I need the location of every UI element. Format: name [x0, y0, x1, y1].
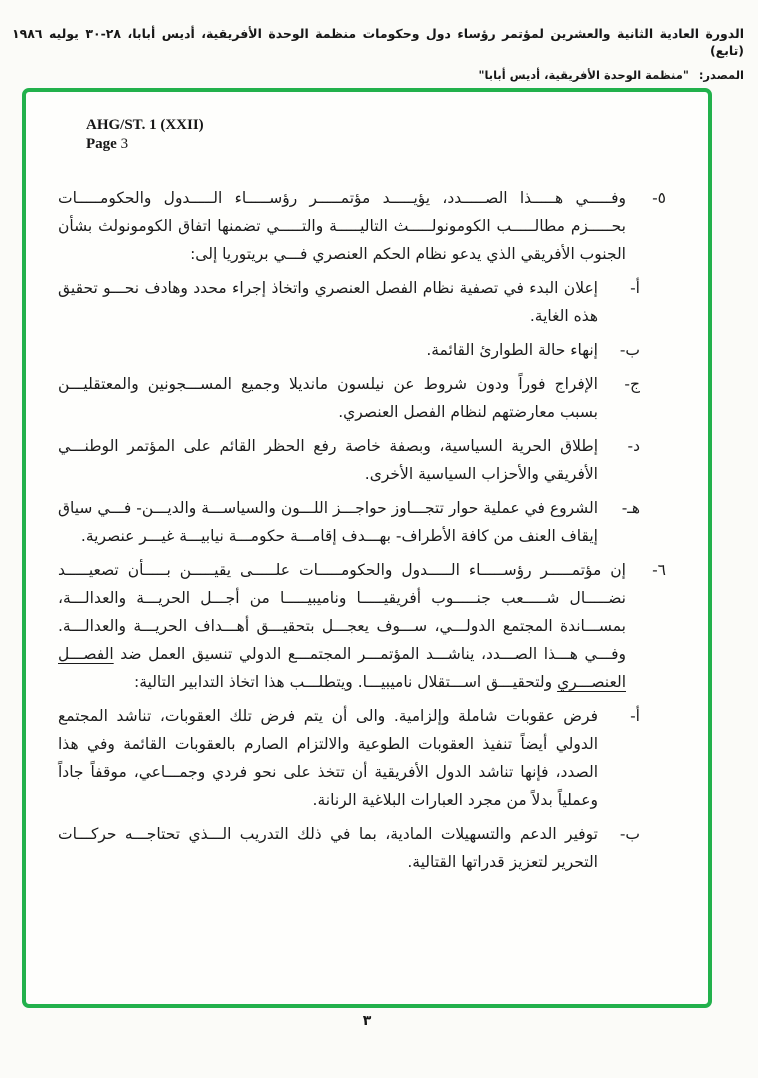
- list-item-6a: [58, 702, 640, 814]
- doc-page-line: [86, 135, 666, 154]
- list-item-6b: [58, 820, 640, 876]
- document-frame: [22, 88, 712, 1008]
- item-marker: ب-: [619, 341, 640, 359]
- item-marker: د-: [627, 437, 640, 455]
- document-body: [58, 184, 666, 876]
- paragraph-5-number: ٥-: [652, 189, 666, 207]
- item-marker: أ-: [630, 279, 640, 297]
- session-title: الدورة العادية الثانية والعشرين لمؤتمر رؤساء دول وحكومات منظمة الوحدة الأفريقية، أديس أبابا، ٢٨-٣٠ يوليه ١٩٨٦: [12, 26, 744, 41]
- item-text: توفير الدعم والتسهيلات المادية، بما في ذلك التدريب الـــذي تحتاجـــه حركـــات التحرير لتعزيز قدراتها القتالية.: [58, 825, 598, 871]
- item-marker: ج-: [624, 375, 640, 393]
- list-item-5e: [58, 494, 640, 550]
- list-item-5a: [58, 274, 640, 330]
- page-label: Page: [86, 136, 117, 152]
- list-item-5d: [58, 432, 640, 488]
- item-marker: هـ-: [621, 499, 640, 517]
- source-line: [12, 68, 744, 82]
- paragraph-6: [58, 556, 666, 696]
- source-header: [12, 26, 744, 82]
- document-reference: [86, 116, 666, 154]
- item-text: إنهاء حالة الطوارئ القائمة.: [426, 341, 598, 359]
- list-item-5b: [58, 336, 640, 364]
- item-marker: ب-: [619, 825, 640, 843]
- item-text: فرض عقوبات شاملة وإلزامية. والى أن يتم فرض تلك العقوبات، تناشد المجتمع الدولي أيضاً تنفيذ العقوبات الطوعية والالتزام الصارم بالعقوبات القائمة وفي هذا الصدد، فإنها تناشد الدول الأفريقية أن تتخذ على نحو فردي وجمـــاعي، موقفاً جاداً وعملياً بدلاً من مجرد العبارات البلاغية الرنانة.: [58, 707, 598, 809]
- paragraph-6-number: ٦-: [652, 561, 666, 579]
- continued-marker: (تابع): [709, 42, 744, 58]
- item-text: إطلاق الحرية السياسية، وبصفة خاصة رفع الحظر القائم على المؤتمر الوطنـــي الأفريقي والأحزاب السياسية الأخرى.: [58, 437, 598, 483]
- paragraph-6-text-before: إن مؤتمـــــر رؤســـــاء الـــــدول والحكومـــــات علـــــى يقيـــــن بـــــأن تصعيـــــد نضـــــال شـــــعب جنـــــوب أفريقيـــــا وناميبيـــــا من أجـــل الحريـــة والعدالـــة، بمســـاندة المجتمع الدولـــي، ســـوف يعجـــل بتحقيـــق أهـــداف الحريـــة والعدالـــة. وفـــي هـــذا الصـــدد، يناشـــد المؤتمـــر المجتمـــع الدولي تنسيق العمل ضد: [58, 561, 626, 663]
- source-label: المصدر:: [698, 67, 744, 82]
- page-number: 3: [120, 136, 129, 152]
- item-text: الشروع في عملية حوار تتجـــاوز حواجـــز اللـــون والسياســـة والديـــن- فـــي سياق إيقاف العنف من كافة الأطراف- بهـــدف إقامـــة حكومـــة نيابيـــة غيـــر عنصرية.: [58, 499, 598, 545]
- underlined-phrase: الفصـــل العنصـــري: [58, 645, 626, 691]
- item-marker: أ-: [630, 707, 640, 725]
- list-item-5c: [58, 370, 640, 426]
- source-value: "منظمة الوحدة الأفريقية، أديس أبابا": [478, 67, 689, 82]
- doc-ref-code: AHG/ST. 1 (XXII): [86, 117, 204, 133]
- footer-page-number: ٣: [362, 1013, 372, 1029]
- paragraph-6-text: [58, 556, 626, 696]
- paragraph-5: [58, 184, 666, 268]
- session-header-line: [12, 26, 744, 60]
- paragraph-6-text-after: ولتحقيـــق اســـتقلال ناميبيـــا. ويتطلـــب هذا اتخاذ التدابير التالية:: [134, 673, 558, 691]
- item-text: الإفراج فوراً ودون شروط عن نيلسون مانديلا وجميع المســـجونين والمعتقليـــن بسبب معارضتهم لنظام الفصل العنصري.: [58, 375, 598, 421]
- paragraph-5-text: وفـــــي هـــــذا الصـــــدد، يؤيـــــد مؤتمـــــر رؤســـــاء الـــــدول والحكومـــــات بحـــــزم مطالـــــب الكومونولـــــث التاليـــــة والتـــــي تضمنها اتفاق الكومونولث بشأن الجنوب الأفريقي الذي يدعو نظام الحكم العنصري فـــي بريتوريا إلى:: [58, 189, 626, 263]
- item-text: إعلان البدء في تصفية نظام الفصل العنصري واتخاذ إجراء محدد وهادف نحـــو تحقيق هذه الغاية.: [58, 279, 598, 325]
